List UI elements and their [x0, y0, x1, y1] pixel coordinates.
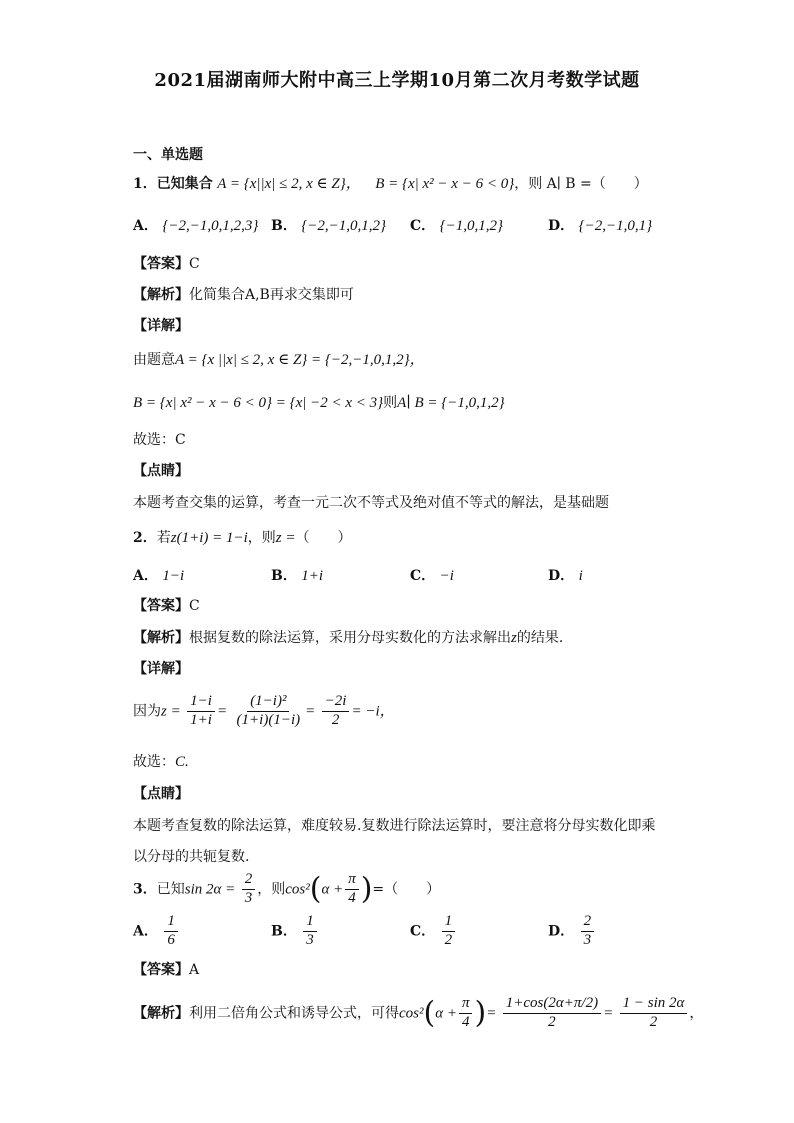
section-heading: 一、单选题 [133, 147, 203, 163]
q3-analysis: 【解析】利用二倍角公式和诱导公式，可得cos²(α + $\frac{\pi}{4}$ )= $\frac{1+\cos(2\alpha+\pi/2)}{2}$ = $\frac{1 - \sin 2\alpha}{2}$ ， [133, 995, 704, 1031]
q1-detail-heading: 【详解】 [133, 318, 189, 334]
q1-option-c: C． {−1,0,1,2} [410, 218, 503, 234]
question-1-stem [133, 174, 648, 194]
question-3-stem: 3．已知sin 2α = $\frac{2}{3}$ ，则cos²(α + $\frac{\pi}{4}$ )=（ ） [133, 871, 441, 907]
q1-choice: 故选：C [133, 432, 186, 448]
q3-option-d: D． $\frac{2}{3}$ [548, 914, 596, 949]
q1-option-b: B． {−2,−1,0,1,2} [271, 218, 387, 234]
question-number: 1． [133, 176, 157, 192]
q1-comment: 本题考查交集的运算，考查一元二次不等式及绝对值不等式的解法，是基础题 [133, 495, 609, 511]
q2-detail-heading: 【详解】 [133, 661, 189, 677]
question-text-tail: ，则 A∣ B =（ ） [514, 176, 648, 192]
q2-choice: 故选：C. [133, 754, 189, 770]
q3-option-b: B． $\frac{1}{3}$ [271, 914, 319, 949]
q1-option-a: A． {−2,−1,0,1,2,3} [133, 218, 259, 234]
q1-analysis: 【解析】化简集合A,B再求交集即可 [133, 287, 354, 303]
set-a: A = {x||x| ≤ 2, x ∈ Z}， [217, 176, 361, 192]
fraction: $\frac{1+\cos(2\alpha+\pi/2)}{2}$ [503, 996, 601, 1031]
fraction: $\frac{1 - \sin 2\alpha}{2}$ [620, 996, 688, 1031]
q2-option-a: A． 1−i [133, 568, 185, 584]
q1-comment-heading: 【点睛】 [133, 463, 189, 479]
q1-detail-line-2: B = {x| x² − x − 6 < 0} = {x| −2 < x < 3}则A∣ B = {−1,0,1,2} [133, 395, 505, 411]
set-b: B = {x| x² − x − 6 < 0} [375, 176, 515, 192]
fraction: $\frac{\text{(1−i)²}}{(1+i)(1-i)}$ [236, 693, 301, 728]
q2-comment-line-1: 本题考查复数的除法运算，难度较易.复数进行除法运算时，要注意将分母实数化即乘 [133, 818, 656, 834]
q2-option-c: C． −i [410, 568, 454, 584]
q3-answer: 【答案】A [133, 962, 200, 978]
q3-option-c: C． $\frac{1}{2}$ [410, 914, 457, 949]
fraction: $\frac{2}{3}$ [242, 872, 256, 907]
q2-comment-line-2: 以分母的共轭复数. [133, 849, 250, 865]
question-text: 已知集合 [156, 176, 213, 192]
fraction: $\frac{1-i}{1+i}$ [187, 694, 215, 729]
q1-detail-line-1: 由题意A = {x ||x| ≤ 2, x ∈ Z} = {−2,−1,0,1,2}， [133, 352, 425, 368]
q1-answer: 【答案】C [133, 256, 200, 272]
fraction: $\frac{-2i}{2}$ [322, 694, 350, 729]
question-2-stem: 2．若z(1+i) = 1−i，则z =（ ） [133, 530, 352, 546]
q2-analysis: 【解析】根据复数的除法运算，采用分母实数化的方法求解出z的结果. [133, 630, 564, 646]
q2-answer: 【答案】C [133, 598, 200, 614]
fraction: $\frac{\pi}{4}$ [345, 872, 359, 907]
q2-option-d: D． i [548, 568, 583, 584]
q2-option-b: B． 1+i [271, 568, 324, 584]
page-title: 2021届湖南师大附中高三上学期10月第二次月考数学试题 [154, 70, 640, 91]
q1-option-d: D． {−2,−1,0,1} [548, 218, 653, 234]
q2-detail-equation: 因为z = $\frac{1-i}{1+i}$ = $\frac{\text{(1−i)²}}{(1+i)(1-i)}$ = $\frac{-2i}{2}$ = −i， [133, 693, 395, 728]
q3-option-a: A． $\frac{1}{6}$ [133, 914, 180, 949]
q2-comment-heading: 【点睛】 [133, 786, 189, 802]
